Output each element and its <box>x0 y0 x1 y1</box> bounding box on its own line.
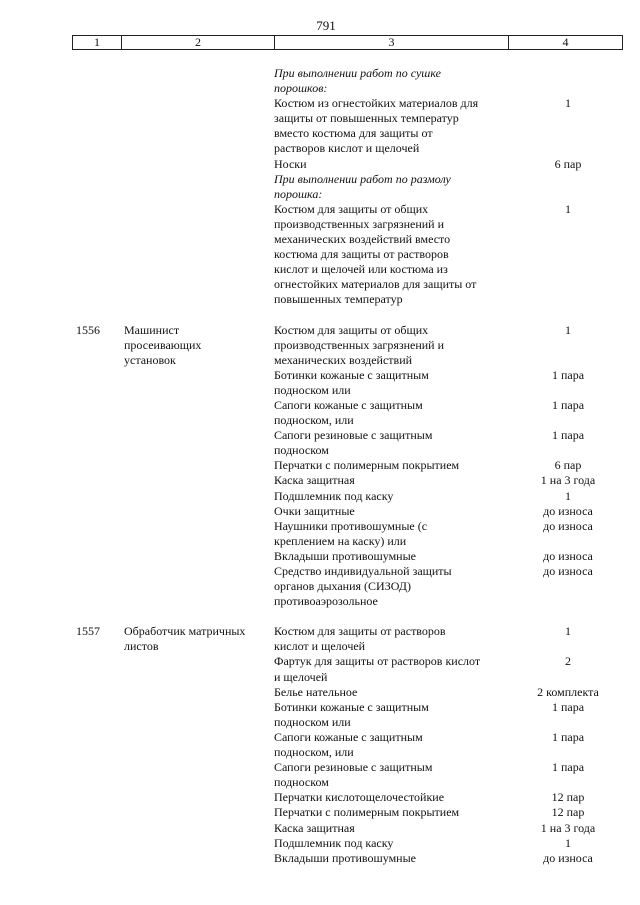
entry-number <box>76 549 124 564</box>
work-condition-note: порошков: <box>274 81 328 96</box>
issue-norm: 1 на 3 года <box>540 473 596 488</box>
equipment-item: Перчатки с полимерным покрытием <box>274 805 460 820</box>
table-row <box>0 443 640 458</box>
entry-number <box>76 534 124 549</box>
table-row <box>0 790 640 805</box>
issue-norm: 1 на 3 года <box>540 820 596 835</box>
entry-number <box>76 458 124 473</box>
entry-number <box>76 277 124 292</box>
entry-number <box>76 126 124 141</box>
equipment-item: вместо костюма для защиты от <box>274 126 433 141</box>
entry-number <box>76 202 124 217</box>
table-row <box>0 745 640 760</box>
entry-number <box>76 473 124 488</box>
equipment-item: и щелочей <box>274 669 328 684</box>
entry-number <box>76 504 124 519</box>
issue-norm: до износа <box>543 503 593 518</box>
entry-number <box>76 292 124 307</box>
profession-name <box>124 368 274 383</box>
entry-number <box>76 805 124 820</box>
table-row <box>0 202 640 217</box>
entry-number <box>76 141 124 156</box>
entry-number <box>76 745 124 760</box>
equipment-item: Наушники противошумные (с <box>274 518 428 533</box>
entry-number <box>76 594 124 609</box>
issue-norm <box>504 534 622 549</box>
profession-name <box>124 534 274 549</box>
issue-norm <box>504 217 622 232</box>
issue-norm <box>504 81 622 96</box>
profession-name <box>124 670 274 685</box>
table-row <box>0 760 640 775</box>
issue-norm <box>504 745 622 760</box>
profession-name <box>124 458 274 473</box>
profession-name <box>124 715 274 730</box>
table-row <box>0 413 640 428</box>
equipment-item: Костюм для защиты от общих <box>274 322 429 337</box>
profession-name: Обработчик матричных <box>124 624 246 639</box>
entry-number <box>76 654 124 669</box>
equipment-item: Носки <box>274 156 307 171</box>
entry-number <box>76 338 124 353</box>
table-row <box>0 685 640 700</box>
row-spacer <box>0 308 640 323</box>
table-row <box>0 730 640 745</box>
entry-number <box>76 700 124 715</box>
profession-name <box>124 519 274 534</box>
profession-name <box>124 96 274 111</box>
table-row <box>0 141 640 156</box>
entry-number <box>76 353 124 368</box>
issue-norm <box>504 715 622 730</box>
table-row <box>0 851 640 866</box>
entry-number <box>76 760 124 775</box>
work-condition-note: При выполнении работ по размолу <box>274 171 451 186</box>
issue-norm <box>504 594 622 609</box>
equipment-item: Сапоги резиновые с защитным <box>274 760 433 775</box>
equipment-item: Вкладыши противошумные <box>274 850 416 865</box>
entry-number <box>76 398 124 413</box>
equipment-item: подноском <box>274 443 329 458</box>
profession-name <box>124 504 274 519</box>
entry-number <box>76 157 124 172</box>
issue-norm: 6 пар <box>554 156 582 171</box>
issue-norm <box>504 277 622 292</box>
column-header-row <box>73 36 623 50</box>
profession-name: листов <box>124 639 159 654</box>
issue-norm: 1 пара <box>551 729 585 744</box>
table-row <box>0 473 640 488</box>
column-header-table <box>72 35 623 50</box>
equipment-item: Подшлемник под каску <box>274 488 394 503</box>
table-row <box>0 715 640 730</box>
issue-norm: 2 <box>565 654 571 669</box>
column-header-3: 3 <box>275 36 509 50</box>
profession-name: Машинист <box>124 322 180 337</box>
profession-name <box>124 790 274 805</box>
entry-number <box>76 383 124 398</box>
profession-name <box>124 805 274 820</box>
equipment-item: подноском или <box>274 714 351 729</box>
table-row <box>0 549 640 564</box>
equipment-item: Ботинки кожаные с защитным <box>274 367 429 382</box>
entry-number <box>76 368 124 383</box>
table-row <box>0 836 640 851</box>
equipment-item: повышенных температур <box>274 292 403 307</box>
table-row <box>0 654 640 669</box>
equipment-item: костюма для защиты от растворов <box>274 247 449 262</box>
issue-norm: до износа <box>543 548 593 563</box>
profession-name <box>124 594 274 609</box>
equipment-item: подноском, или <box>274 745 354 760</box>
table-row <box>0 232 640 247</box>
equipment-item: Каска защитная <box>274 473 355 488</box>
issue-norm <box>504 232 622 247</box>
equipment-item: Сапоги кожаные с защитным <box>274 397 423 412</box>
entry-number <box>76 519 124 534</box>
issue-norm: 1 <box>565 488 571 503</box>
table-row <box>0 700 640 715</box>
equipment-item: Костюм для защиты от растворов <box>274 624 446 639</box>
equipment-item: кислот и щелочей или костюма из <box>274 262 448 277</box>
issue-norm <box>504 172 622 187</box>
entry-number <box>76 232 124 247</box>
issue-norm: 6 пар <box>554 458 582 473</box>
issue-norm: 1 пара <box>551 397 585 412</box>
entry-number <box>76 262 124 277</box>
issue-norm: 1 пара <box>551 428 585 443</box>
entry-number <box>76 96 124 111</box>
profession-name <box>124 564 274 579</box>
equipment-item: огнестойких материалов для защиты от <box>274 277 477 292</box>
entry-number <box>76 172 124 187</box>
profession-name <box>124 428 274 443</box>
profession-name <box>124 81 274 96</box>
entry-number <box>76 670 124 685</box>
equipment-item: Сапоги резиновые с защитным <box>274 428 433 443</box>
issue-norm <box>504 262 622 277</box>
table-row <box>0 594 640 609</box>
issue-norm <box>504 353 622 368</box>
entry-number <box>76 489 124 504</box>
table-row <box>0 383 640 398</box>
entry-number <box>76 66 124 81</box>
equipment-item: органов дыхания (СИЗОД) <box>274 579 411 594</box>
issue-norm <box>504 639 622 654</box>
table-row <box>0 775 640 790</box>
table-row <box>0 81 640 96</box>
table-row <box>0 670 640 685</box>
equipment-item: Перчатки с полимерным покрытием <box>274 458 460 473</box>
equipment-item: противоаэрозольное <box>274 594 378 609</box>
profession-name <box>124 232 274 247</box>
profession-name <box>124 851 274 866</box>
work-condition-note: При выполнении работ по сушке <box>274 66 441 80</box>
equipment-item: производственных загрязнений и <box>274 337 445 352</box>
table-row <box>0 579 640 594</box>
work-condition-note: порошка: <box>274 186 323 201</box>
issue-norm: 1 пара <box>551 699 585 714</box>
equipment-item: Средство индивидуальной защиты <box>274 564 452 578</box>
table-row <box>0 624 640 639</box>
profession-name <box>124 398 274 413</box>
profession-name <box>124 187 274 202</box>
table-row <box>0 564 640 579</box>
profession-name <box>124 172 274 187</box>
profession-name <box>124 126 274 141</box>
profession-name: просеивающих <box>124 337 202 352</box>
issue-norm <box>504 383 622 398</box>
equipment-item: защиты от повышенных температур <box>274 111 459 126</box>
entry-number: 1556 <box>76 322 100 337</box>
equipment-item: креплением на каску) или <box>274 533 407 548</box>
profession-name <box>124 549 274 564</box>
issue-norm <box>504 775 622 790</box>
table-row <box>0 338 640 353</box>
column-header-4: 4 <box>509 36 623 50</box>
equipment-item: Подшлемник под каску <box>274 835 394 850</box>
issue-norm <box>504 66 622 81</box>
table-row <box>0 398 640 413</box>
issue-norm: до износа <box>543 518 593 533</box>
table-row <box>0 458 640 473</box>
entry-number <box>76 836 124 851</box>
issue-norm <box>504 443 622 458</box>
profession-name <box>124 760 274 775</box>
table-row <box>0 353 640 368</box>
equipment-item: механических воздействий <box>274 352 413 367</box>
equipment-item: Костюм из огнестойких материалов для <box>274 96 479 111</box>
table-row <box>0 217 640 232</box>
table-row <box>0 172 640 187</box>
entry-number <box>76 685 124 700</box>
equipment-item: кислот и щелочей <box>274 639 366 654</box>
issue-norm: 12 пар <box>551 805 585 820</box>
column-header-2: 2 <box>122 36 275 50</box>
issue-norm <box>504 670 622 685</box>
entry-number <box>76 443 124 458</box>
equipment-item: подноском <box>274 775 329 790</box>
profession-name <box>124 473 274 488</box>
entry-number <box>76 851 124 866</box>
entry-number <box>76 428 124 443</box>
table-row <box>0 277 640 292</box>
issue-norm: 1 пара <box>551 760 585 775</box>
profession-name <box>124 745 274 760</box>
entry-number <box>76 730 124 745</box>
table-row <box>0 111 640 126</box>
equipment-item: Костюм для защиты от общих <box>274 201 429 216</box>
table-row <box>0 489 640 504</box>
issue-norm <box>504 141 622 156</box>
entry-number <box>76 790 124 805</box>
issue-norm: 2 комплекта <box>537 684 599 699</box>
profession-name <box>124 262 274 277</box>
equipment-item: Сапоги кожаные с защитным <box>274 729 423 744</box>
profession-name <box>124 821 274 836</box>
issue-norm <box>504 413 622 428</box>
profession-name <box>124 217 274 232</box>
table-row <box>0 96 640 111</box>
issue-norm: 1 <box>565 201 571 216</box>
equipment-item: растворов кислот и щелочей <box>274 141 420 156</box>
profession-name <box>124 247 274 262</box>
entry-number <box>76 247 124 262</box>
entry-number <box>76 217 124 232</box>
table-body <box>0 66 640 866</box>
equipment-item: Вкладыши противошумные <box>274 548 416 563</box>
profession-name <box>124 685 274 700</box>
issue-norm: 12 пар <box>551 790 585 805</box>
equipment-item: подноском или <box>274 382 351 397</box>
profession-name <box>124 579 274 594</box>
issue-norm: 1 <box>565 322 571 337</box>
entry-number <box>76 639 124 654</box>
table-row <box>0 368 640 383</box>
table-row <box>0 428 640 443</box>
table-row <box>0 157 640 172</box>
column-header-1: 1 <box>73 36 122 50</box>
issue-norm: 1 <box>565 96 571 111</box>
profession-name <box>124 66 274 81</box>
table-row <box>0 519 640 534</box>
profession-name <box>124 730 274 745</box>
issue-norm: 1 <box>565 624 571 639</box>
table-row <box>0 292 640 307</box>
profession-name <box>124 443 274 458</box>
table-row <box>0 187 640 202</box>
profession-name <box>124 141 274 156</box>
table-row <box>0 639 640 654</box>
entry-number <box>76 187 124 202</box>
issue-norm: до износа <box>543 564 593 578</box>
table-row <box>0 821 640 836</box>
profession-name <box>124 413 274 428</box>
profession-name <box>124 654 274 669</box>
profession-name <box>124 700 274 715</box>
table-row <box>0 323 640 338</box>
profession-name <box>124 383 274 398</box>
profession-name <box>124 836 274 851</box>
equipment-item: Очки защитные <box>274 503 355 518</box>
table-row <box>0 247 640 262</box>
table-row <box>0 262 640 277</box>
profession-name <box>124 292 274 307</box>
page-number: 791 <box>316 18 336 33</box>
profession-name <box>124 111 274 126</box>
equipment-item: подноском, или <box>274 413 354 428</box>
issue-norm <box>504 187 622 202</box>
entry-number <box>76 81 124 96</box>
entry-number <box>76 821 124 836</box>
table-row <box>0 805 640 820</box>
table-row <box>0 504 640 519</box>
equipment-item: Каска защитная <box>274 820 355 835</box>
profession-name <box>124 157 274 172</box>
issue-norm <box>504 292 622 307</box>
profession-name <box>124 775 274 790</box>
issue-norm <box>504 338 622 353</box>
issue-norm <box>504 126 622 141</box>
issue-norm <box>504 247 622 262</box>
issue-norm <box>504 579 622 594</box>
issue-norm: до износа <box>543 850 593 865</box>
table-row <box>0 534 640 549</box>
entry-number <box>76 111 124 126</box>
equipment-item: производственных загрязнений и <box>274 216 445 231</box>
equipment-item: Фартук для защиты от растворов кислот <box>274 654 481 669</box>
equipment-item: механических воздействий вместо <box>274 232 451 247</box>
row-spacer <box>0 609 640 624</box>
table-row <box>0 66 640 81</box>
profession-name <box>124 489 274 504</box>
issue-norm: 1 пара <box>551 367 585 382</box>
entry-number <box>76 413 124 428</box>
profession-name <box>124 277 274 292</box>
entry-number <box>76 715 124 730</box>
table-row <box>0 126 640 141</box>
entry-number <box>76 564 124 579</box>
equipment-item: Перчатки кислотощелочестойкие <box>274 790 445 805</box>
issue-norm: 1 <box>565 835 571 850</box>
entry-number <box>76 775 124 790</box>
profession-name <box>124 202 274 217</box>
profession-name: установок <box>124 352 176 367</box>
equipment-item: Белье нательное <box>274 684 358 699</box>
equipment-item: Ботинки кожаные с защитным <box>274 699 429 714</box>
entry-number <box>76 579 124 594</box>
issue-norm <box>504 111 622 126</box>
entry-number: 1557 <box>76 624 100 639</box>
